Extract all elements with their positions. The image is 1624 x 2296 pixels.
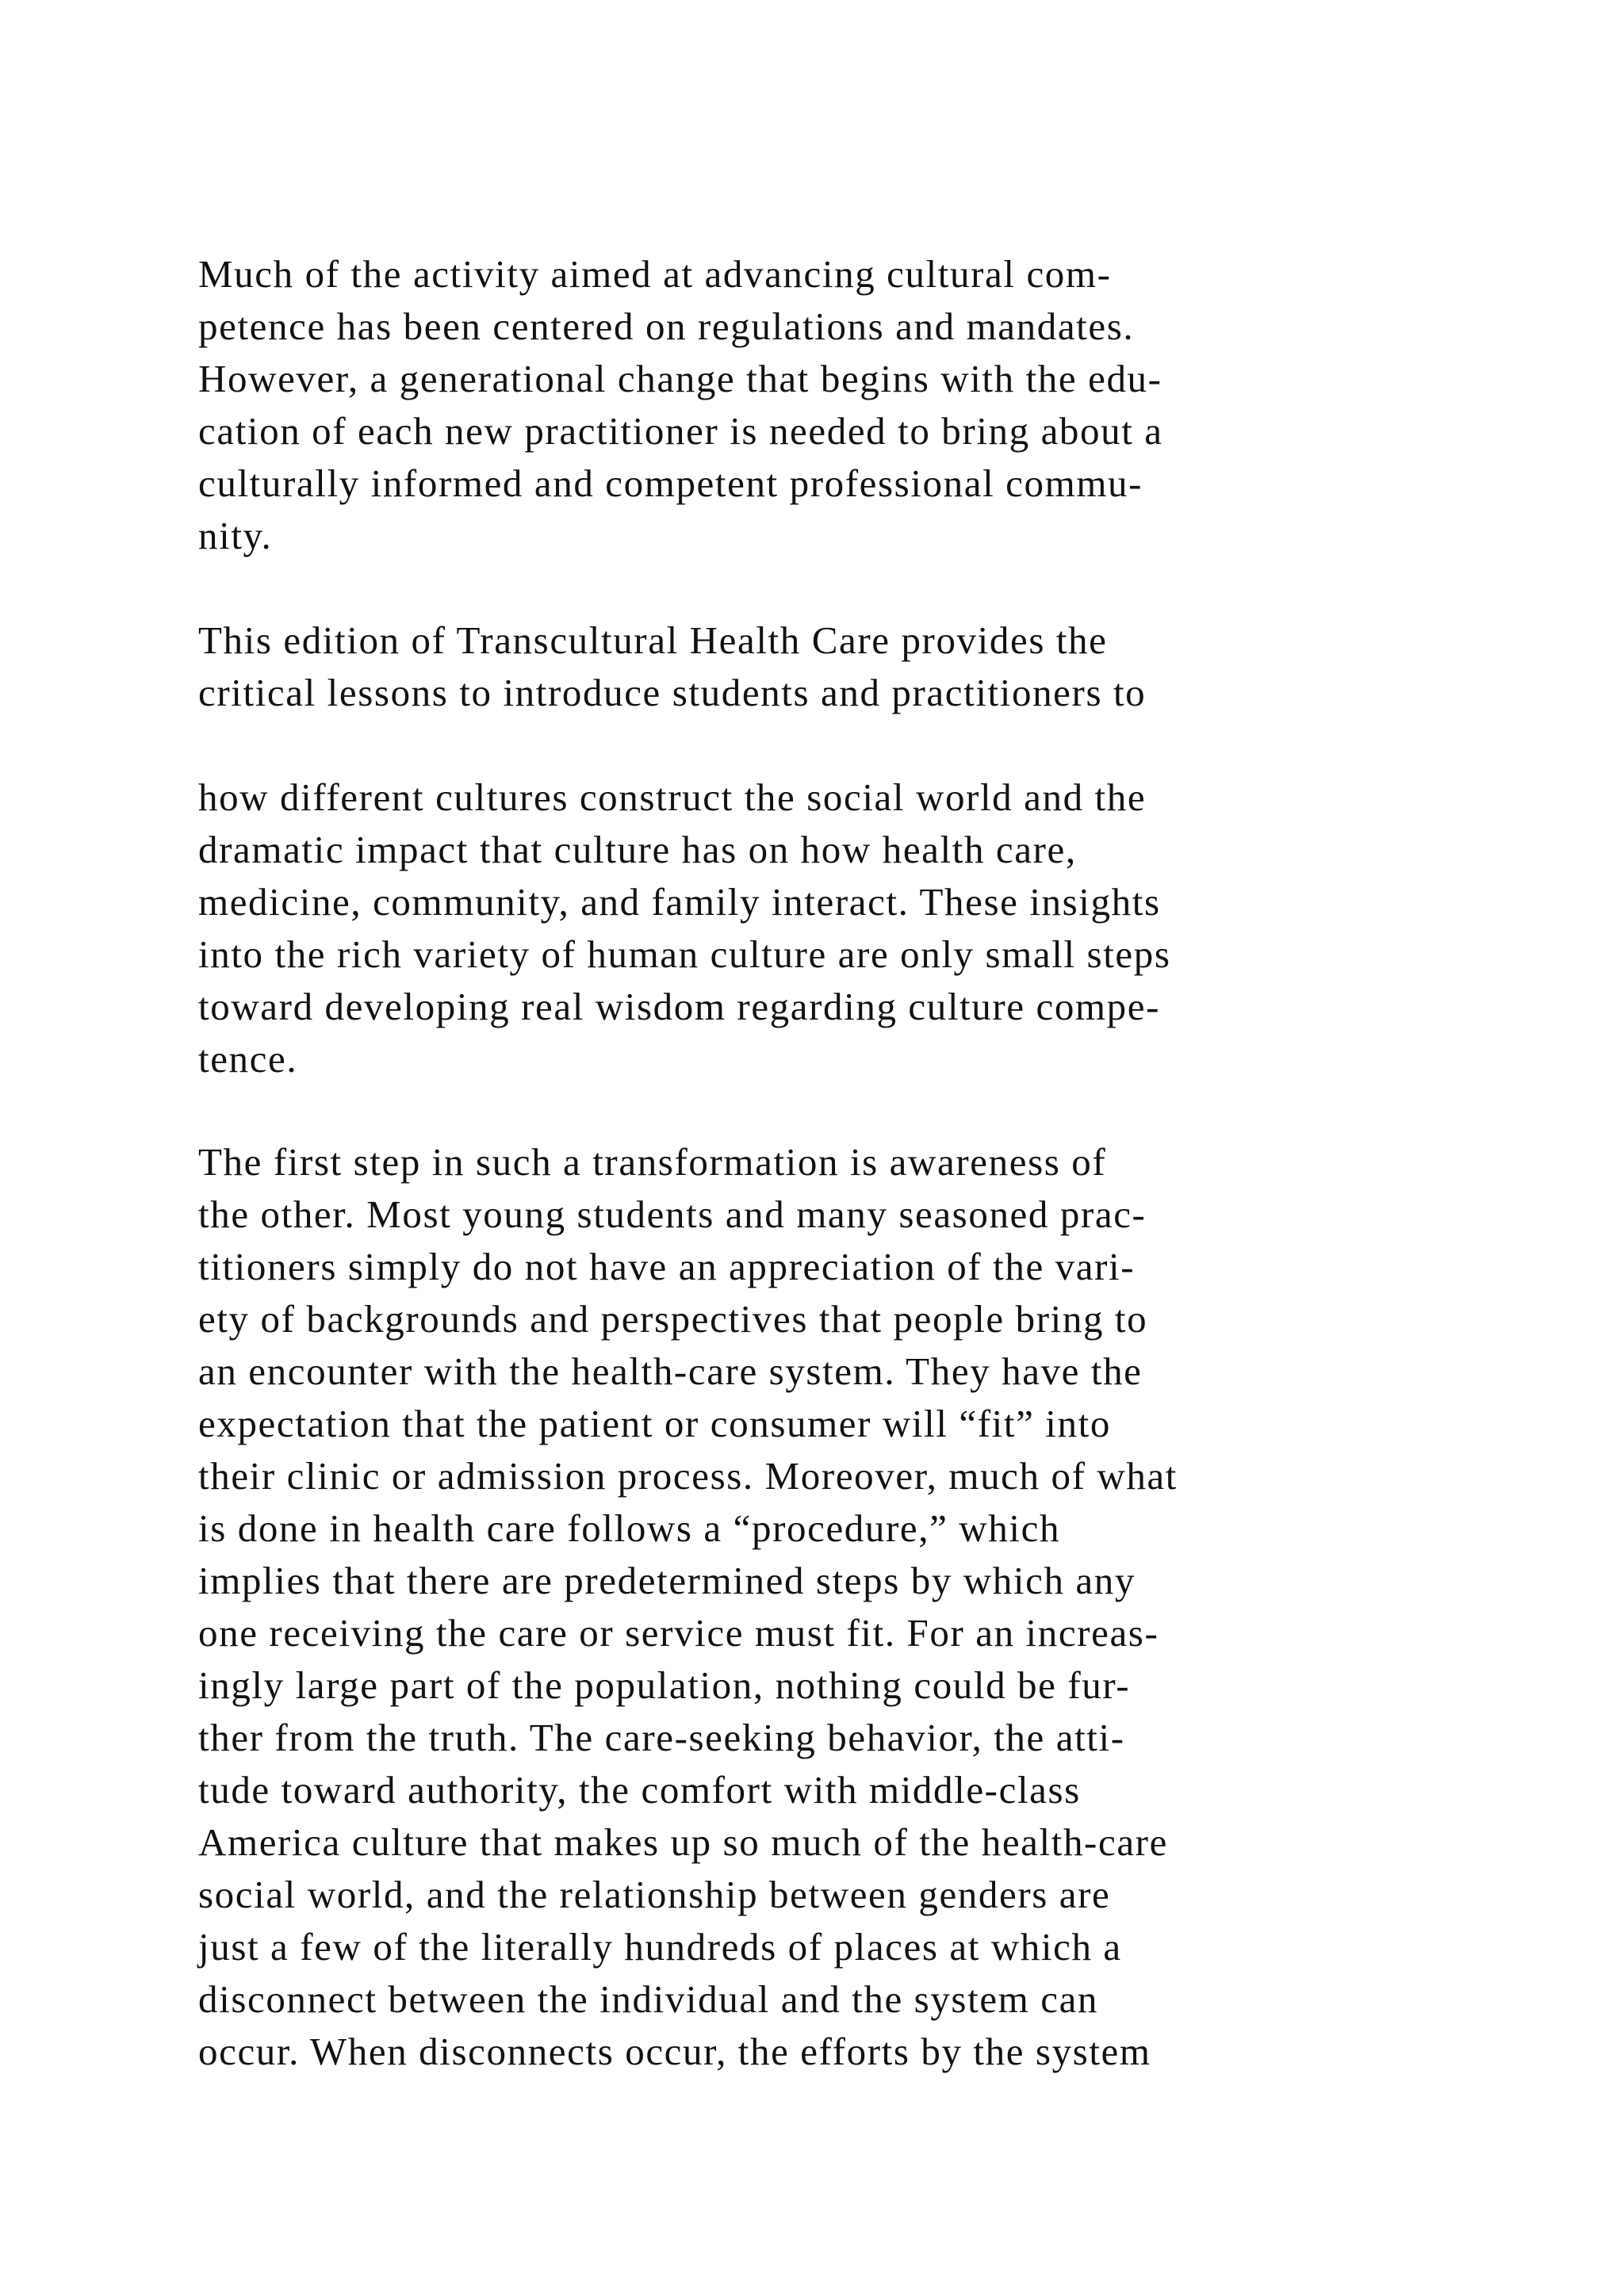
text-line: culturally informed and competent professional commu- [198, 461, 1143, 505]
paragraph-2 [198, 614, 1562, 719]
text-line: just a few of the literally hundreds of places at which a [198, 1925, 1122, 1969]
text-line: how different cultures construct the social world and the [198, 775, 1147, 819]
text-line: is done in health care follows a “procedure,” which [198, 1506, 1061, 1550]
text-line: petence has been centered on regulations and mandates. [198, 304, 1135, 348]
text-line: medicine, community, and family interact. These insights [198, 880, 1161, 924]
paragraph-4 [198, 1136, 1562, 2078]
text-line: This edition of Transcultural Health Care provides the [198, 618, 1108, 662]
text-line: tude toward authority, the comfort with middle-class [198, 1768, 1081, 1812]
text-line: cation of each new practitioner is needed to bring about a [198, 409, 1163, 453]
paragraph-1 [198, 248, 1562, 562]
text-line: disconnect between the individual and the system can [198, 1977, 1099, 2021]
text-line: ther from the truth. The care-seeking behavior, the atti- [198, 1716, 1125, 1759]
text-line: occur. When disconnects occur, the efforts by the system [198, 2030, 1151, 2073]
text-line: into the rich variety of human culture are only small steps [198, 932, 1171, 976]
text-line: social world, and the relationship between genders are [198, 1873, 1111, 1916]
text-line: the other. Most young students and many seasoned prac- [198, 1192, 1147, 1236]
text-line: nity. [198, 514, 273, 557]
text-line: toward developing real wisdom regarding culture compe- [198, 985, 1161, 1028]
text-line: implies that there are predetermined steps by which any [198, 1559, 1136, 1602]
text-line: expectation that the patient or consumer will “fit” into [198, 1402, 1111, 1445]
text-line: one receiving the care or service must fit. For an increas- [198, 1611, 1159, 1655]
text-line: ingly large part of the population, nothing could be fur- [198, 1663, 1131, 1707]
text-line: ety of backgrounds and perspectives that people bring to [198, 1297, 1148, 1341]
text-line: an encounter with the health-care system. They have the [198, 1349, 1143, 1393]
text-line: The first step in such a transformation is awareness of [198, 1140, 1107, 1184]
paragraph-3 [198, 771, 1562, 1085]
text-line: America culture that makes up so much of the health-care [198, 1820, 1168, 1864]
text-line: critical lessons to introduce students and practitioners to [198, 671, 1147, 714]
text-line: dramatic impact that culture has on how health care, [198, 828, 1077, 871]
text-line: titioners simply do not have an appreciation of the vari- [198, 1245, 1136, 1288]
text-line: Much of the activity aimed at advancing cultural com- [198, 252, 1112, 296]
text-line: their clinic or admission process. Moreover, much of what [198, 1454, 1178, 1498]
text-line: tence. [198, 1037, 298, 1081]
text-line: However, a generational change that begins with the edu- [198, 357, 1162, 400]
